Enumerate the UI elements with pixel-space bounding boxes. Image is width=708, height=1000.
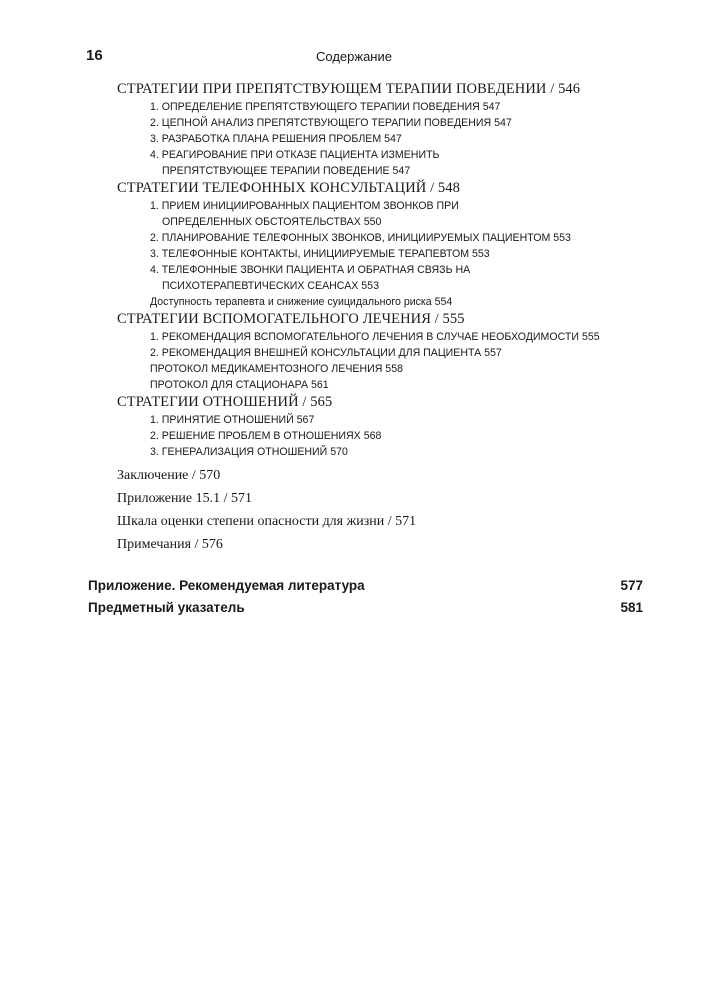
toc-section-title[interactable]: СТРАТЕГИИ ОТНОШЕНИЙ / 565 [117,394,333,410]
table-of-contents [117,80,627,558]
toc-plain-entry[interactable]: Приложение 15.1 / 571 [117,491,253,506]
toc-section-title[interactable]: СТРАТЕГИИ ПРИ ПРЕПЯТСТВУЮЩЕМ ТЕРАПИИ ПОВЕДЕНИИ / 546 [117,81,581,97]
toc-entry[interactable]: 3. РАЗРАБОТКА ПЛАНА РЕШЕНИЯ ПРОБЛЕМ 547 [150,133,402,145]
toc-entry[interactable]: 1. РЕКОМЕНДАЦИЯ ВСПОМОГАТЕЛЬНОГО ЛЕЧЕНИЯ В СЛУЧАЕ НЕОБХОДИМОСТИ 555 [150,331,600,343]
toc-entry-continuation: ОПРЕДЕЛЕННЫХ ОБСТОЯТЕЛЬСТВАХ 550 [162,216,382,228]
toc-entry[interactable] [117,262,627,294]
running-title: Содержание [316,49,392,64]
toc-entry-continuation: ПРЕПЯТСТВУЮЩЕЕ ТЕРАПИИ ПОВЕДЕНИЕ 547 [162,165,411,177]
toc-entry[interactable]: 2. РЕКОМЕНДАЦИЯ ВНЕШНЕЙ КОНСУЛЬТАЦИИ ДЛЯ ПАЦИЕНТА 557 [150,347,502,359]
toc-entry[interactable] [117,147,627,179]
toc-entry-line: 1. ПРИЕМ ИНИЦИИРОВАННЫХ ПАЦИЕНТОМ ЗВОНКОВ ПРИ [150,200,459,212]
page-number: 16 [86,47,103,64]
toc-entry[interactable]: ПРОТОКОЛ ДЛЯ СТАЦИОНАРА 561 [150,379,329,391]
back-matter-page: 581 [620,600,643,615]
toc-entry[interactable]: 2. РЕШЕНИЕ ПРОБЛЕМ В ОТНОШЕНИЯХ 568 [150,430,382,442]
back-matter-entry[interactable] [88,600,643,615]
toc-plain-entry[interactable]: Примечания / 576 [117,537,223,552]
toc-entry[interactable]: 3. ТЕЛЕФОННЫЕ КОНТАКТЫ, ИНИЦИИРУЕМЫЕ ТЕРАПЕВТОМ 553 [150,248,490,260]
toc-entry[interactable]: 3. ГЕНЕРАЛИЗАЦИЯ ОТНОШЕНИЙ 570 [150,446,348,458]
back-matter-entry[interactable] [88,578,643,593]
toc-plain-entry[interactable]: Шкала оценки степени опасности для жизни / 571 [117,514,417,529]
toc-entry[interactable]: 2. ЦЕПНОЙ АНАЛИЗ ПРЕПЯТСТВУЮЩЕГО ТЕРАПИИ ПОВЕДЕНИЯ 547 [150,117,512,129]
back-matter-page: 577 [620,578,643,593]
toc-entry[interactable]: Доступность терапевта и снижение суицидального риска 554 [150,296,453,308]
toc-entry[interactable]: 1. ОПРЕДЕЛЕНИЕ ПРЕПЯТСТВУЮЩЕГО ТЕРАПИИ ПОВЕДЕНИЯ 547 [150,101,501,113]
toc-entry-continuation: ПСИХОТЕРАПЕВТИЧЕСКИХ СЕАНСАХ 553 [162,280,379,292]
toc-plain-entries [117,466,627,555]
back-matter-title: Приложение. Рекомендуемая литература [88,578,365,593]
toc-entry[interactable]: ПРОТОКОЛ МЕДИКАМЕНТОЗНОГО ЛЕЧЕНИЯ 558 [150,363,403,375]
toc-entry[interactable]: 1. ПРИНЯТИЕ ОТНОШЕНИЙ 567 [150,414,315,426]
toc-entry[interactable]: 2. ПЛАНИРОВАНИЕ ТЕЛЕФОННЫХ ЗВОНКОВ, ИНИЦИИРУЕМЫХ ПАЦИЕНТОМ 553 [150,232,571,244]
toc-section-title[interactable]: СТРАТЕГИИ ТЕЛЕФОННЫХ КОНСУЛЬТАЦИЙ / 548 [117,180,460,196]
toc-section-title[interactable]: СТРАТЕГИИ ВСПОМОГАТЕЛЬНОГО ЛЕЧЕНИЯ / 555 [117,311,465,327]
back-matter-title: Предметный указатель [88,600,245,615]
toc-entry[interactable] [117,198,627,230]
toc-entry-line: 4. ТЕЛЕФОННЫЕ ЗВОНКИ ПАЦИЕНТА И ОБРАТНАЯ СВЯЗЬ НА [150,264,471,276]
toc-entry-line: 4. РЕАГИРОВАНИЕ ПРИ ОТКАЗЕ ПАЦИЕНТА ИЗМЕНИТЬ [150,149,440,161]
toc-plain-entry[interactable]: Заключение / 570 [117,468,221,483]
